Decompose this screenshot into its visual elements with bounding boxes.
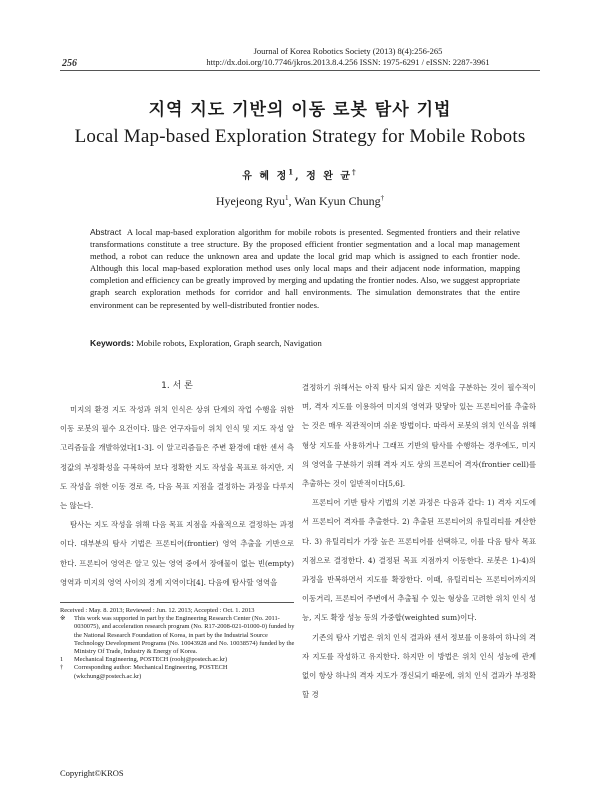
- footnote-corresponding: [60, 664, 296, 680]
- body-column-left: [60, 378, 294, 592]
- abstract-text: A local map-based exploration algorithm for mobile robots is presented. Segmented frontiers and their relative transformations constitute a tree structure. By the proposed efficient frontier segmentation and a local map management method, a robot can reduce the unknown area and update the local grid map which is assigned to each frontier node. Although this local map-based exploration method uses only local maps and their adjacent node information, mapping completion and efficiency can be greatly improved by merging and updating the frontier nodes. Also, we suggest appropriate graph search exploration methods for corridor and hall environments. The simulation demonstrates that the entire environment can be represented by well-distributed frontier nodes.: [90, 227, 520, 310]
- author-separator-en: ,: [288, 194, 295, 208]
- footnote-affiliation: [60, 656, 296, 664]
- paragraph: 기존의 탐사 기법은 위치 인식 결과와 센서 정보를 이용하여 하나의 격자 지도를 작성하고 유지한다. 하지만 이 방법은 위치 인식 성능에 관계 없이 항상 하나의 격자 지도가 갱신되기 때문에, 위치 인식 결과가 부정확할 경: [302, 632, 536, 700]
- authors-korean: [0, 167, 600, 182]
- footnote-mark: 1: [60, 656, 64, 664]
- abstract: [90, 226, 520, 311]
- footnote-funding: [60, 615, 296, 656]
- keywords-label: Keywords:: [90, 338, 134, 348]
- footnote-text: Corresponding author: Mechanical Engineering, POSTECH (wkchung@postech.ac.kr): [74, 664, 228, 680]
- footnote-mark: ※: [60, 615, 66, 623]
- footnote-text: This work was supported in part by the Engineering Research Center (No. 2011-0030075), and acceleration research program (No. R17-2008-021-01000-0) funded by the National Research Foundation of Korea, in part by the Industrial Source Technology Development Programs (No. 10043928 and No. 10038574) funded by the Ministry Of Trade, Industry & Energy of Korea.: [74, 615, 295, 656]
- header-rule: [60, 70, 540, 71]
- body-column-right: [302, 378, 536, 704]
- author-english-1: Hyejeong Ryu: [215, 194, 285, 208]
- journal-info: [158, 46, 538, 68]
- journal-citation: Journal of Korea Robotics Society (2013) 8(4):256-265: [253, 46, 443, 56]
- abstract-label: Abstract: [90, 227, 122, 237]
- author-english-2-mark: †: [380, 194, 385, 202]
- footnote-mark: †: [60, 664, 64, 672]
- footnote-text: Mechanical Engineering, POSTECH (roohj@postech.ac.kr): [74, 656, 228, 664]
- keywords: [90, 338, 520, 348]
- section-heading-introduction: 1. 서 론: [161, 381, 193, 391]
- received-dates: Received : May. 8. 2013; Reviewed : Jun. 12. 2013; Accepted : Oct. 1. 2013: [60, 607, 255, 614]
- copyright: Copyright©KROS: [60, 768, 124, 778]
- paragraph: 탐사는 지도 작성을 위해 다음 목표 지점을 자율적으로 결정하는 과정이다. 대부분의 탐사 기법은 프론티어(frontier) 영역 추출을 기반으로 한다. 프론티어 영역은 알고 있는 영역 중에서 장애물이 없는 빈(empty) 영역과 미지의 영역 사이의 경계 지역이다[4]. 다음에 탐사할 영역을: [60, 520, 294, 587]
- author-korean-2-mark: †: [352, 167, 358, 177]
- keywords-text: Mobile robots, Exploration, Graph search, Navigation: [133, 338, 322, 348]
- paragraph: 미지의 환경 지도 작성과 위치 인식은 상위 단계의 작업 수행을 위한 이동 로봇의 필수 요건이다. 많은 연구자들이 위치 인식 및 지도 작성 알고리즘들을 개발하였다[1-3]. 이 알고리즘들은 주변 환경에 대한 센서 측정값의 부정확성을 극복하여 보다 정확한 지도 작성을 목표로 하지만, 지도 작성을 위한 이동 경로 즉, 다음 목표 지점을 결정하는 과정을 다루지는 않는다.: [60, 405, 294, 511]
- author-english-1-mark: 1: [285, 194, 289, 202]
- footnotes: [60, 607, 296, 681]
- paragraph: 결정하기 위해서는 아직 탐사 되지 않은 지역을 구분하는 것이 필수적이며, 격자 지도를 이용하여 미지의 영역과 맞닿아 있는 프론티어를 추출하는 것은 매우 직관적이며 쉬운 방법이다. 따라서 로봇의 위치 인식을 위해 형상 지도를 사용하거나 그래프 기반의 탐사를 수행하는 경우에도, 미지의 영역을 구분하기 위해 격자 지도 상의 프론티어 격자(frontier cell)를 추출하는 것이 일반적이다[5,6].: [302, 383, 536, 489]
- footnote-rule: [60, 602, 294, 603]
- author-english-2: Wan Kyun Chung: [294, 194, 381, 208]
- paragraph: 프론티어 기반 탐사 기법의 기본 과정은 다음과 같다: 1) 격자 지도에서 프론티어 격자를 추출한다. 2) 추출된 프론티어의 유틸리티를 계산한다. 3) 유틸리티가 가장 높은 프론티어를 선택하고, 이를 다음 탐사 목표 지점으로 결정한다. 4) 결정된 목표 지점까지 이동한다. 로봇은 1)-4)의 과정을 반복하면서 지도를 확장한다. 이때, 유틸리티는 프론티어까지의 이동거리, 프론티어 주변에서 추출될 수 있는 형상을 고려한 위치 인식 성능, 지도 확장 성능 등의 가중합(weighted sum)이다.: [302, 498, 536, 623]
- authors-english: [0, 194, 600, 209]
- title-english: Local Map-based Exploration Strategy for Mobile Robots: [74, 126, 526, 147]
- title-korean: 지역 지도 기반의 이동 로봇 탐사 기법: [148, 100, 452, 120]
- author-separator: ,: [295, 171, 307, 182]
- page-number: 256: [62, 58, 77, 69]
- author-korean-1-mark: 1: [288, 167, 296, 177]
- journal-doi-issn: http://dx.doi.org/10.7746/jkros.2013.8.4.256 ISSN: 1975-6291 / eISSN: 2287-3961: [206, 57, 490, 67]
- author-korean-1: 유 혜 정: [242, 171, 289, 182]
- author-korean-2: 정 완 균: [306, 171, 353, 182]
